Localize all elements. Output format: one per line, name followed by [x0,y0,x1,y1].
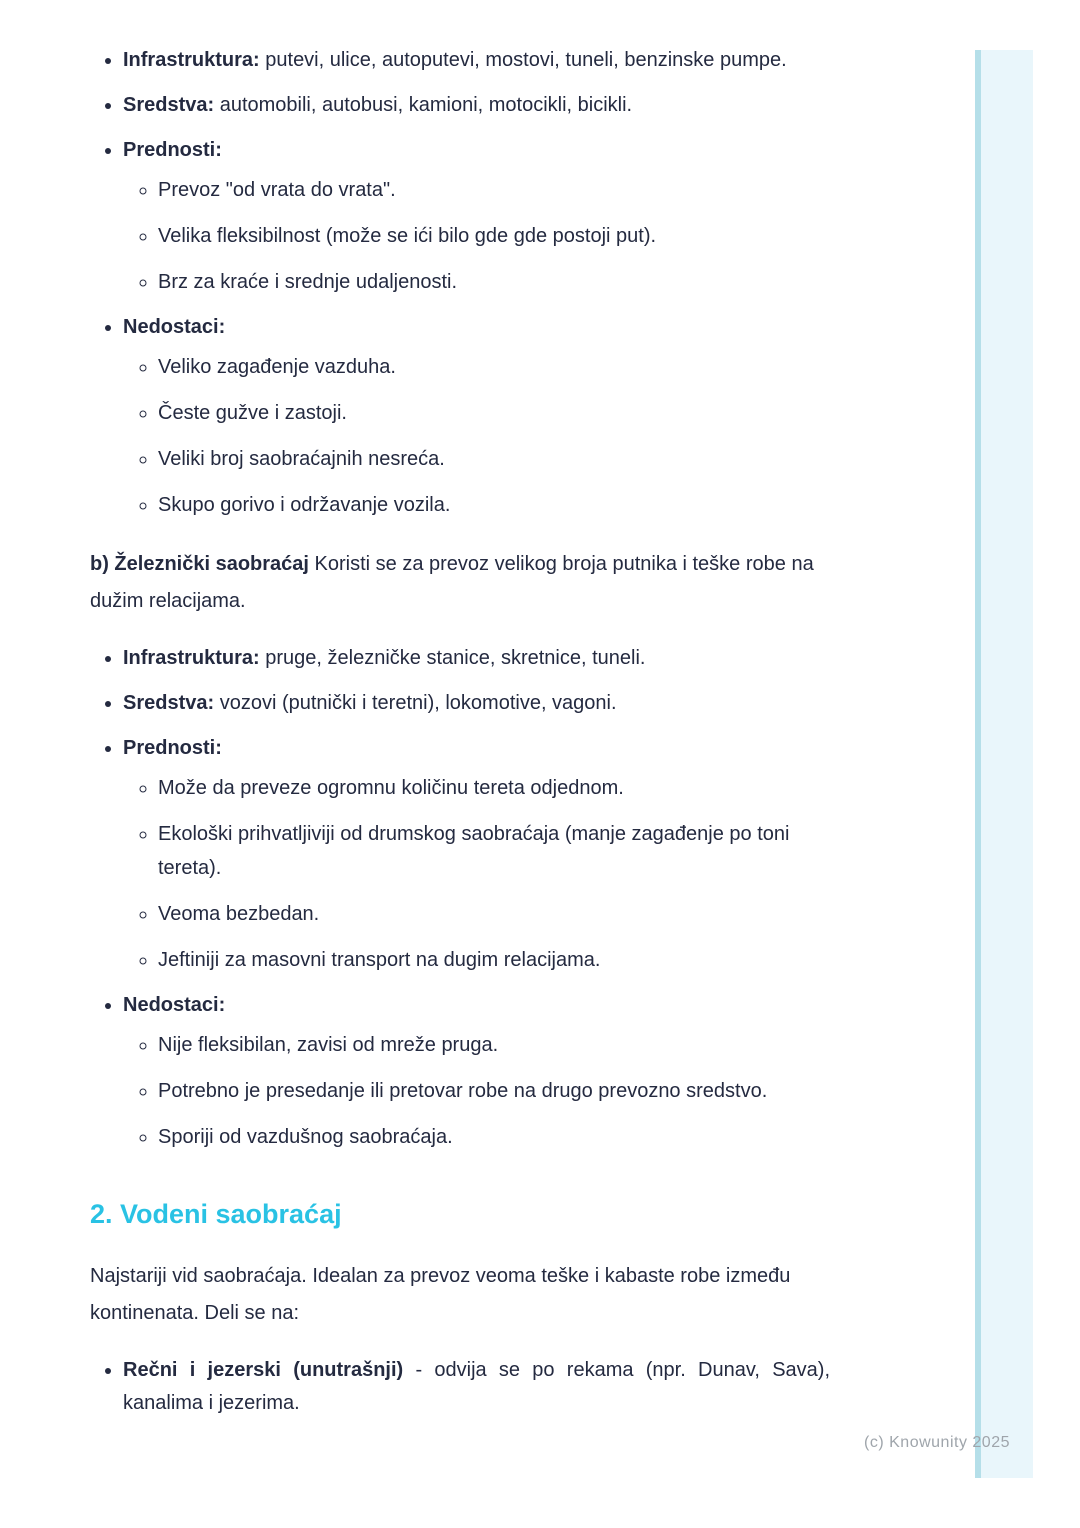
item-label-bold: Nedostaci: [123,994,226,1016]
item-label-bold: Infrastruktura: [123,49,260,71]
list-item-infrastruktura [123,44,830,77]
sublist-item: ◦ Jeftiniji za masovni transport na dugim relacijama. [158,943,830,977]
sublist-item: ◦ Može da preveze ogromnu količinu tereta odjednom. [158,771,830,805]
item-label-bold: Rečni i jezerski (unutrašnji) [123,1359,404,1381]
page-content [90,44,830,1432]
copyright-notice: (c) Knowunity 2025 [864,1434,1010,1451]
sublist-item: ◦ Nije fleksibilan, zavisi od mreže pruga. [158,1028,830,1062]
sublist-item: ◦ Ekološki prihvatljiviji od drumskog saobraćaja (manje zagađenje po toni tereta). [158,817,830,885]
prednosti-sublist [123,173,830,299]
list-item-infrastruktura [123,642,830,675]
sublist-item: ◦ Potrebno je presedanje ili pretovar robe na drugo prevozno sredstvo. [158,1074,830,1108]
item-text: vozovi (putnički i teretni), lokomotive, vagoni. [214,692,617,714]
sublist-item: ◦ Veoma bezbedan. [158,897,830,931]
item-label-bold: Prednosti: [123,139,222,161]
list-item-nedostaci [123,311,830,522]
sublist-item: ◦ Skupo gorivo i održavanje vozila. [158,488,830,522]
item-label-bold: Sredstva: [123,692,215,714]
rail-transport-list [90,642,830,1154]
sublist-item: ◦ Brz za kraće i srednje udaljenosti. [158,265,830,299]
prednosti-sublist [123,771,830,977]
sublist-item: ◦ Veliki broj saobraćajnih nesreća. [158,442,830,476]
water-transport-heading: 2. Vodeni saobraćaj [90,1199,342,1229]
rail-intro-title-bold: b) Železnički saobraćaj [90,553,309,575]
sublist-item: ◦ Velika fleksibilnost (može se ići bilo gde gde postoji put). [158,219,830,253]
list-item-recni-jezerski [123,1354,830,1420]
item-label-bold: Infrastruktura: [123,647,260,669]
item-text: putevi, ulice, autoputevi, mostovi, tuneli, benzinske pumpe. [259,49,787,71]
rail-intro-text: Koristi se za prevoz velikog broja putnika i teške robe na dužim relacijama. [90,553,814,612]
item-label-bold: Prednosti: [123,737,222,759]
nedostaci-sublist [123,350,830,522]
nedostaci-sublist [123,1028,830,1154]
item-text: pruge, železničke stanice, skretnice, tuneli. [259,647,646,669]
item-text: automobili, autobusi, kamioni, motocikli, bicikli. [214,94,633,116]
list-item-prednosti [123,134,830,299]
road-transport-list [90,44,830,522]
sublist-item: ◦ Prevoz "od vrata do vrata". [158,173,830,207]
sublist-item: ◦ Sporiji od vazdušnog saobraćaja. [158,1120,830,1154]
list-item-nedostaci [123,989,830,1154]
sublist-item: ◦ Česte gužve i zastoji. [158,396,830,430]
water-transport-list [90,1354,830,1420]
rail-intro-paragraph [90,546,830,620]
water-intro-paragraph: Najstariji vid saobraćaja. Idealan za prevoz veoma teške i kabaste robe između kontinenata. Deli se na: [90,1265,791,1324]
item-text: - odvija se po rekama (npr. Dunav, Sava), kanalima i jezerima. [123,1359,830,1414]
list-item-sredstva [123,687,830,720]
item-label-bold: Nedostaci: [123,316,226,338]
list-item-prednosti [123,732,830,977]
sublist-item: ◦ Veliko zagađenje vazduha. [158,350,830,384]
item-label-bold: Sredstva: [123,94,215,116]
list-item-sredstva [123,89,830,122]
right-margin-stripe [975,50,1033,1478]
